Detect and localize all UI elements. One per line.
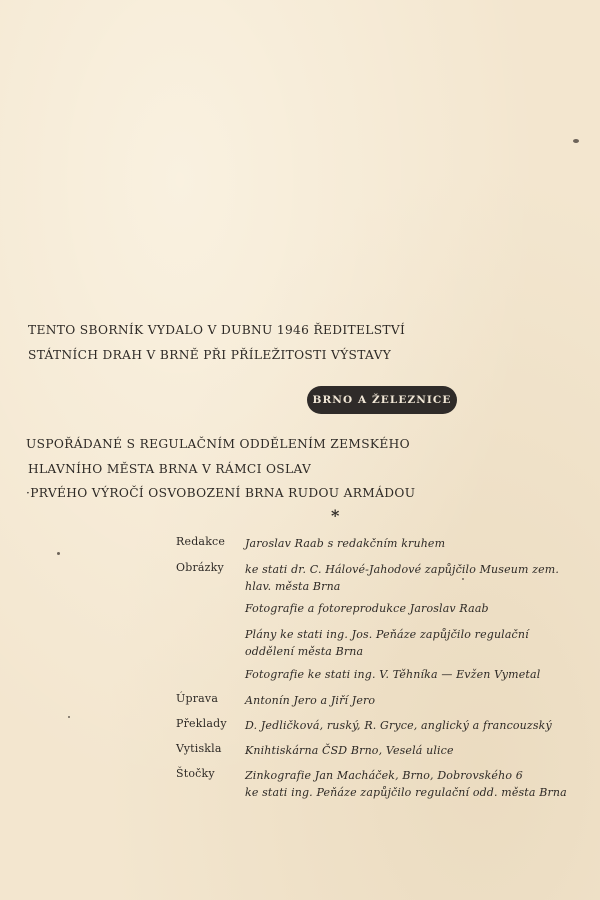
credit-line: Fotografie ke stati ing. V. Těhníka — Evžen Vymetal [245, 668, 541, 681]
credit-text [245, 666, 555, 683]
credit-line: hlav. města Brna [245, 580, 341, 593]
ink-speck [57, 552, 60, 555]
credit-line: Jaroslav Raab s redakčním kruhem [245, 537, 446, 550]
outro-line: USPOŘÁDANÉ S REGULAČNÍM ODDĚLENÍM ZEMSKÉHO [26, 437, 410, 451]
exhibition-title-badge [307, 386, 457, 414]
intro-line: TENTO SBORNÍK VYDALO V DUBNU 1946 ŘEDITELSTVÍ [28, 323, 406, 337]
exhibition-title: BRNO A ŽELEZNICE [307, 386, 457, 414]
credit-line: Knihtiskárna ČSD Brno, Veselá ulice [245, 744, 454, 757]
credit-line: ke stati ing. Peňáze zapůjčilo regulační odd. města Brna [245, 786, 567, 799]
credit-text [245, 535, 555, 552]
credit-text [245, 767, 567, 801]
credit-label: Redakce [176, 535, 226, 548]
credit-label: Úprava [176, 692, 219, 705]
credit-text [245, 742, 555, 759]
outro-line: ·PRVÉHO VÝROČÍ OSVOBOZENÍ BRNA RUDOU ARMÁDOU [26, 486, 416, 500]
credit-line: D. Jedličková, ruský, R. Gryce, anglický a francouzský [245, 719, 552, 732]
credit-label: Překlady [176, 717, 227, 730]
credit-line: Zinkografie Jan Macháček, Brno, Dobrovského 6 [245, 769, 523, 782]
credit-line: Fotografie a fotoreprodukce Jaroslav Raab [245, 602, 489, 615]
outro-line: HLAVNÍHO MĚSTA BRNA V RÁMCI OSLAV [28, 461, 312, 476]
credit-text [245, 561, 560, 595]
credit-text [245, 692, 555, 709]
credit-line: ke stati dr. C. Hálové-Jahodové zapůjčilo Museum zem. [245, 563, 560, 576]
credit-line: Plány ke stati ing. Jos. Peňáze zapůjčilo regulační [245, 628, 529, 641]
intro-paragraph [28, 318, 448, 368]
credit-text [245, 626, 555, 660]
ink-speck [68, 716, 70, 718]
intro-line: STÁTNÍCH DRAH V BRNĚ PŘI PŘÍLEŽITOSTI VÝSTAVY [28, 348, 392, 362]
ink-speck [573, 139, 579, 143]
credit-label: Obrázky [176, 561, 224, 574]
credit-text [245, 717, 555, 734]
outro-paragraph [26, 432, 446, 506]
credit-text [245, 600, 555, 617]
credit-label: Vytiskla [176, 742, 222, 755]
credit-label: Štočky [176, 767, 215, 780]
section-separator: * [331, 506, 340, 525]
credit-line: Antonín Jero a Jiří Jero [245, 694, 376, 707]
credit-line: oddělení města Brna [245, 645, 364, 658]
